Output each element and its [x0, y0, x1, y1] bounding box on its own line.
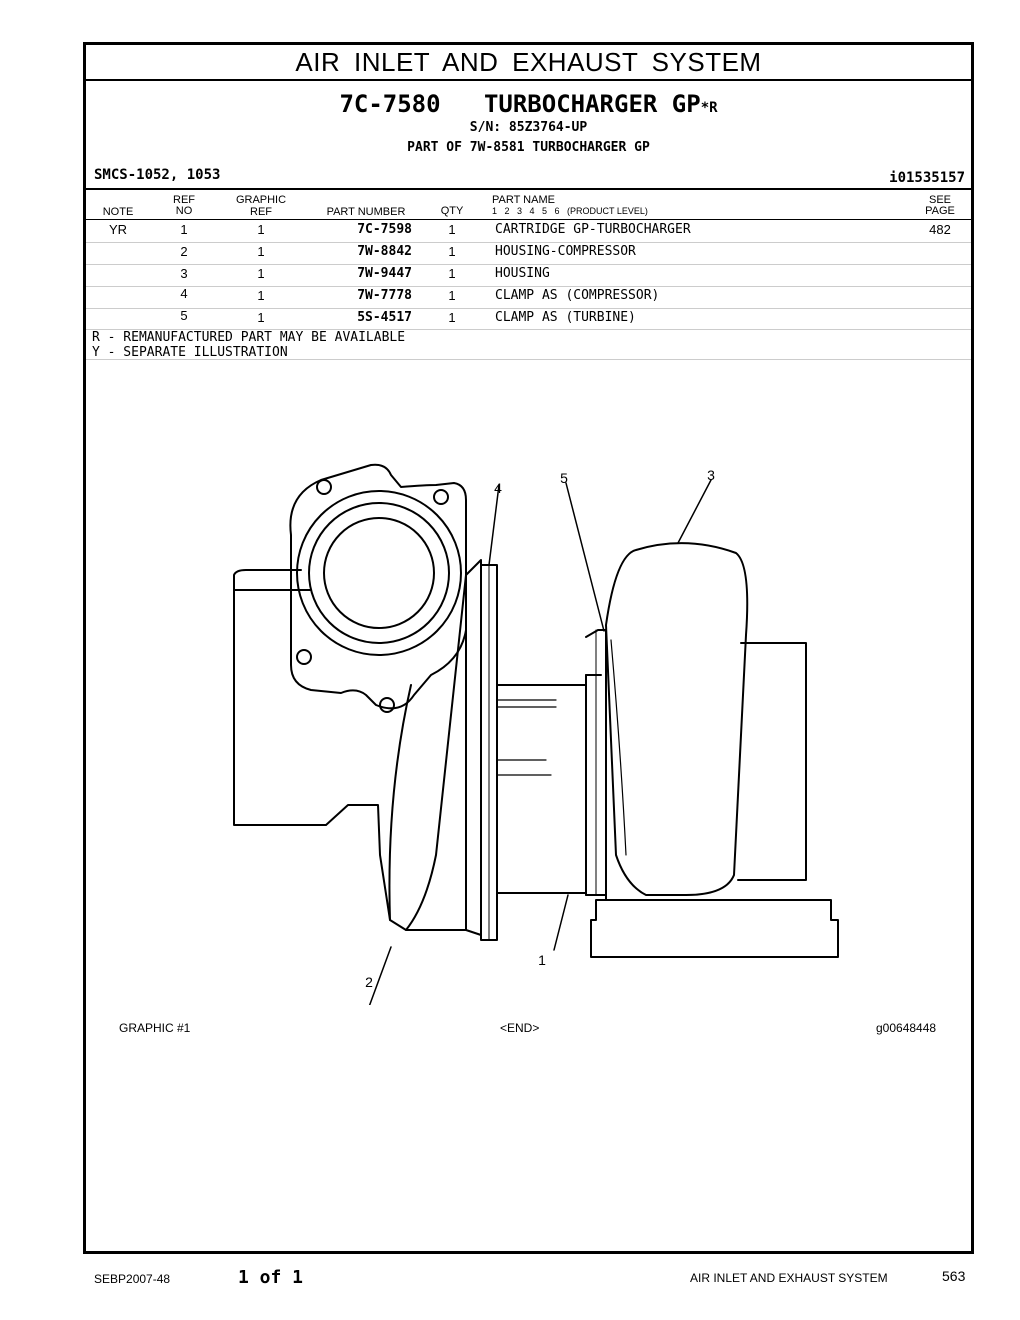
leader-3 [678, 480, 711, 543]
row-part-name: CLAMP AS (TURBINE) [495, 310, 636, 325]
smcs-code: SMCS-1052, 1053 [94, 167, 221, 183]
header-note: NOTE [102, 206, 134, 218]
table-row [86, 308, 971, 330]
bolt-hole [317, 480, 331, 494]
illustration-id: i01535157 [889, 170, 965, 186]
turbine-housing [606, 543, 747, 895]
row-part-name: CARTRIDGE GP-TURBOCHARGER [495, 222, 691, 237]
footer-page-count: 1 of 1 [238, 1267, 304, 1288]
end-marker: <END> [500, 1021, 540, 1035]
graphic-label: GRAPHIC #1 [119, 1021, 191, 1035]
header-part-name: PART NAME [492, 194, 555, 206]
row-ref: 3 [180, 266, 188, 281]
header-product-level: 1 2 3 4 5 6 (PRODUCT LEVEL) [492, 206, 648, 216]
row-ref: 5 [180, 308, 188, 323]
header-see-page-1: SEE [928, 194, 951, 206]
header-graphic-ref-1: GRAPHIC [235, 194, 287, 206]
outlet-ring-outer [297, 491, 461, 655]
row-graphic: 1 [257, 244, 265, 259]
callout-5: 5 [560, 470, 568, 486]
header-see-page-2: PAGE [925, 205, 955, 217]
leader-4 [489, 485, 499, 565]
row-graphic: 1 [257, 266, 265, 281]
page-frame [83, 42, 974, 1254]
leader-1 [554, 895, 568, 950]
note-remanufactured: R - REMANUFACTURED PART MAY BE AVAILABLE [92, 330, 406, 345]
bolt-hole [297, 650, 311, 664]
row-part-name: HOUSING-COMPRESSOR [495, 244, 636, 259]
header-ref-no-2: NO [175, 205, 193, 217]
turbocharger-illustration [86, 375, 971, 1005]
header-ref-no-1: REF [173, 194, 195, 206]
row-part-number[interactable]: 7W-9447 [357, 266, 412, 281]
group-title [86, 90, 971, 118]
table-row [86, 242, 971, 264]
callout-4: 4 [494, 480, 502, 496]
row-qty: 1 [448, 310, 456, 325]
notes-divider [86, 359, 971, 360]
row-part-number[interactable]: 7C-7598 [357, 222, 412, 237]
row-ref: 4 [180, 286, 188, 301]
row-part-number[interactable]: 7W-7778 [357, 288, 412, 303]
outlet-ring-inner [324, 518, 434, 628]
part-of: PART OF 7W-8581 TURBOCHARGER GP [407, 140, 650, 155]
group-name: TURBOCHARGER GP [483, 90, 701, 118]
header-graphic-ref-2: REF [250, 206, 272, 218]
callout-1: 1 [538, 952, 546, 968]
footer-section: AIR INLET AND EXHAUST SYSTEM [690, 1271, 888, 1285]
row-graphic: 1 [257, 222, 265, 237]
row-part-name: HOUSING [495, 266, 550, 281]
group-part-number: 7C-7580 [339, 90, 441, 118]
row-see-page[interactable]: 482 [929, 222, 951, 237]
footer-page-number: 563 [942, 1268, 966, 1284]
section-title: AIR INLET AND EXHAUST SYSTEM [86, 45, 971, 81]
table-top-rule [86, 188, 971, 190]
group-mark: *R [700, 100, 718, 116]
outlet-ring-mid [309, 503, 449, 643]
row-ref: 2 [180, 244, 188, 259]
row-qty: 1 [448, 244, 456, 259]
row-ref: 1 [180, 222, 188, 237]
table-row [86, 286, 971, 308]
callout-2: 2 [365, 974, 373, 990]
serial-number: S/N: 85Z3764-UP [469, 120, 588, 135]
row-qty: 1 [448, 288, 456, 303]
row-graphic: 1 [257, 288, 265, 303]
table-row [86, 220, 971, 242]
row-qty: 1 [448, 222, 456, 237]
leader-5 [566, 483, 604, 631]
bolt-hole [380, 698, 394, 712]
note-separate-illustration: Y - SEPARATE ILLUSTRATION [92, 345, 288, 360]
row-qty: 1 [448, 266, 456, 281]
turbine-base [591, 900, 838, 957]
callout-3: 3 [707, 467, 715, 483]
compressor-cover [389, 575, 466, 930]
row-part-name: CLAMP AS (COMPRESSOR) [495, 288, 660, 303]
footer-doc-number: SEBP2007-48 [94, 1272, 171, 1286]
compressor-housing-body [234, 590, 390, 920]
compressor-outlet-flange [290, 465, 466, 709]
header-part-number: PART NUMBER [326, 206, 406, 218]
table-row [86, 264, 971, 286]
row-part-number[interactable]: 7W-8842 [357, 244, 412, 259]
row-part-number[interactable]: 5S-4517 [357, 310, 412, 325]
row-note: YR [108, 222, 128, 237]
bolt-hole [434, 490, 448, 504]
graphic-id: g00648448 [876, 1021, 937, 1035]
header-qty: QTY [440, 205, 464, 217]
row-graphic: 1 [257, 310, 265, 325]
